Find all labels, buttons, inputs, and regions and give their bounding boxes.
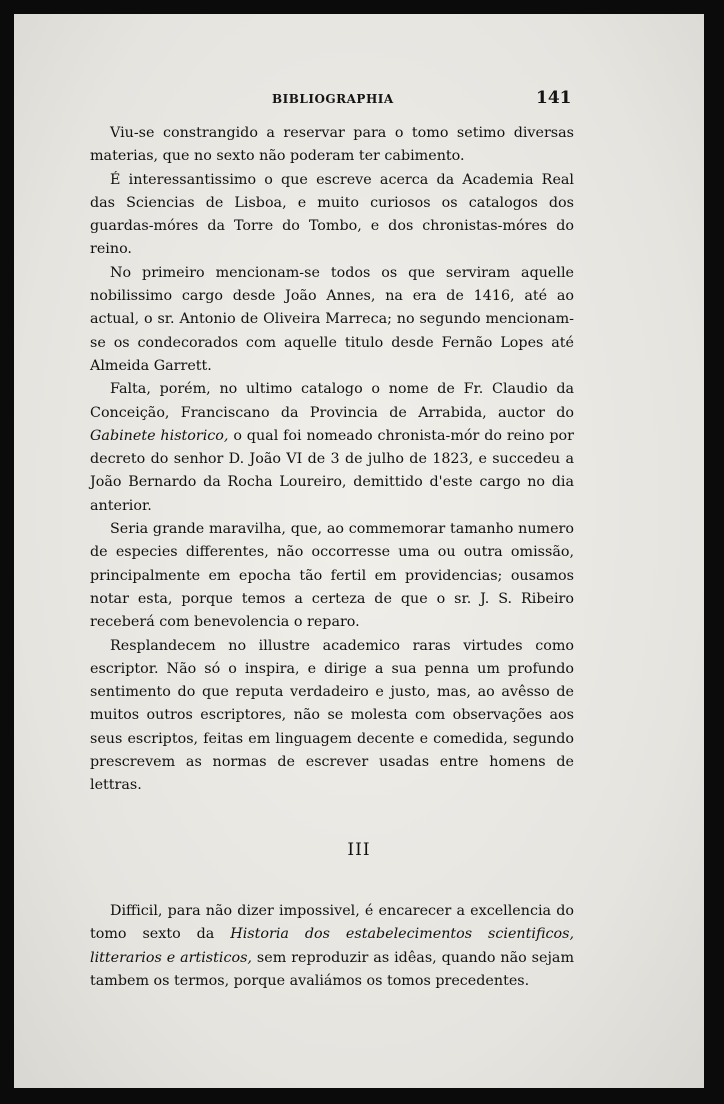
body-text [90, 122, 574, 798]
paragraph-7 [90, 900, 574, 993]
paragraph-5: Seria grande maravilha, que, ao commemorar tamanho numero de especies differentes, não occorresse uma ou outra omissão, principalmente em epocha tão fertil em providencias; ousamos notar esta, porque temos a certeza de que o sr. J. S. Ribeiro receberá com benevolencia o reparo. [90, 521, 574, 631]
paragraph-4-after: o qual foi nomeado chronista-mór do reino por decreto do senhor D. João VI de 3 de julho de 1823, e succedeu a João Bernardo da Rocha Loureiro, demittido d'este cargo no dia anterior. [90, 427, 574, 514]
paragraph-3: No primeiro mencionam-se todos os que serviram aquelle nobilissimo cargo desde João Annes, na era de 1416, até ao actual, o sr. Antonio de Oliveira Marreca; no segundo mencionam-se os condecorados com aquelle titulo desde Fernão Lopes até Almeida Garrett. [90, 264, 574, 374]
book-page [14, 14, 704, 1088]
section-body [90, 900, 574, 993]
paragraph-2: É interessantissimo o que escreve acerca da Academia Real das Sciencias de Lisboa, e muito curiosos os catalogos dos guardas-móres da Torre do Tombo, e dos chronistas-móres do reino. [90, 171, 574, 258]
book-title-historia: Historia dos estabelecimentos scientificos, litterarios e artisticos, [90, 926, 574, 966]
paragraph-7-before: Difficil, para não dizer impossivel, é encarecer a excellencia do tomo sexto da [90, 903, 574, 943]
paragraph-6: Resplandecem no illustre academico raras virtudes como escriptor. Não só o inspira, e dirige a sua penna um profundo sentimento do que reputa verdadeiro e justo, mas, ao avêsso de muitos outros escriptores, não se molesta com observações aos seus escriptos, feitas em linguagem decente e comedida, segundo prescrevem as normas de escrever usadas entre homens de lettras. [90, 637, 574, 794]
running-head: BIBLIOGRAPHIA [272, 92, 394, 106]
page-number: 141 [536, 88, 572, 108]
page-header [14, 88, 704, 118]
paragraph-7-after: sem reproduzir as idêas, quando não sejam tambem os termos, porque avaliámos os tomos precedentes. [90, 949, 574, 989]
paragraph-1: Viu-se constrangido a reservar para o tomo setimo diversas materias, que no sexto não poderam ter cabimento. [90, 125, 574, 165]
book-title-gabinete: Gabinete historico, [90, 427, 229, 444]
paragraph-4-before: Falta, porém, no ultimo catalogo o nome de Fr. Claudio da Conceição, Franciscano da Provincia de Arrabida, auctor do [90, 381, 574, 421]
paragraph-4 [90, 378, 574, 518]
section-heading: III [347, 840, 371, 860]
